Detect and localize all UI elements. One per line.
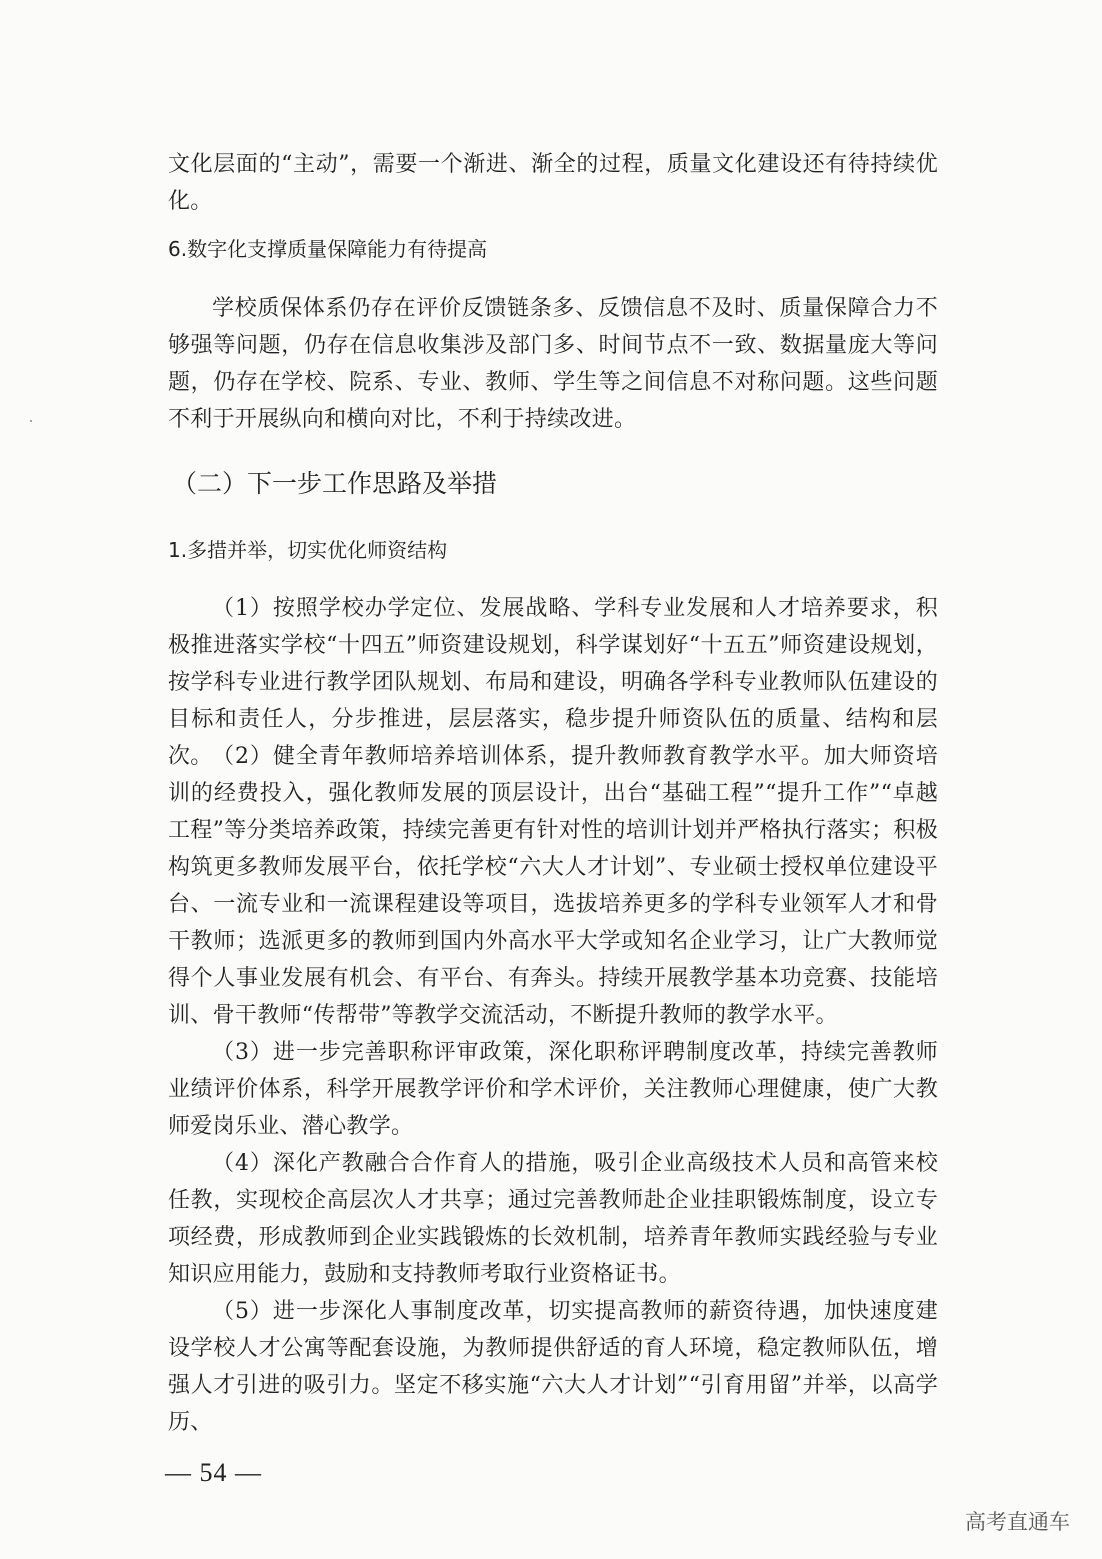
paragraph-text: （4）深化产教融合合作育人的措施，吸引企业高级技术人员和高管来校任教，实现校企高层次人才共享；通过完善教师赴企业挂职锻炼制度，设立专项经费，形成教师到企业实践锻炼的长效机制，培养青年教师实践经验与专业知识应用能力，鼓励和支持教师考取行业资格证书。 [168, 1151, 938, 1287]
subheading-6: 6.数字化支撑质量保障能力有待提高 [168, 237, 488, 261]
page-number: — 54 — [165, 1458, 262, 1487]
paragraph-item-5 [168, 1293, 938, 1441]
paragraph-text: 文化层面的“主动”，需要一个渐进、渐全的过程，质量文化建设还有待持续优化。 [168, 152, 938, 214]
paragraph-text: （1）按照学校办学定位、发展战略、学科专业发展和人才培养要求，积极推进落实学校“十四五”师资建设规划，科学谋划好“十五五”师资建设规划，按学科专业进行教学团队规划、布局和建设，明确各学科专业教师队伍建设的目标和责任人，分步推进，层层落实，稳步提升师资队伍的质量、结构和层次。 [168, 596, 938, 769]
paragraph-item-4 [168, 1145, 938, 1293]
paragraph-text: （5）进一步深化人事制度改革，切实提高教师的薪资待遇，加快速度建设学校人才公寓等配套设施，为教师提供舒适的育人环境，稳定教师队伍，增强人才引进的吸引力。坚定不移实施“六大人才计划”“引育用留”并举，以高学历、 [168, 1299, 938, 1435]
paragraph-text: 学校质保体系仍存在评价反馈链条多、反馈信息不及时、质量保障合力不够强等问题，仍存在信息收集涉及部门多、时间节点不一致、数据量庞大等问题，仍存在学校、院系、专业、教师、学生等之间信息不对称问题。这些问题不利于开展纵向和横向对比，不利于持续改进。 [168, 296, 938, 432]
scan-speck [30, 420, 32, 422]
paragraph-text: （3）进一步完善职称评审政策，深化职称评聘制度改革，持续完善教师业绩评价体系，科学开展教学评价和学术评价，关注教师心理健康，使广大教师爱岗乐业、潜心教学。 [168, 1040, 938, 1139]
paragraph-item-2 [168, 738, 938, 1034]
section-heading-2: （二）下一步工作思路及举措 [172, 469, 498, 498]
paragraph-text: （2）健全青年教师培养培训体系，提升教师教育教学水平。加大师资培训的经费投入，强化教师发展的顶层设计，出台“基础工程”“提升工作”“卓越工程”等分类培养政策，持续完善更有针对性的培训计划并严格执行落实；积极构筑更多教师发展平台，依托学校“六大人才计划”、专业硕士授权单位建设平台、一流专业和一流课程建设等项目，选拔培养更多的学科专业领军人才和骨干教师；选派更多的教师到国内外高水平大学或知名企业学习，让广大教师觉得个人事业发展有机会、有平台、有奔头。持续开展教学基本功竞赛、技能培训、骨干教师“传帮带”等教学交流活动，不断提升教师的教学水平。 [168, 744, 938, 1028]
watermark: 高考直通车 [965, 1510, 1070, 1534]
paragraph-item-3 [168, 1034, 938, 1145]
subheading-1: 1.多措并举，切实优化师资结构 [168, 538, 448, 562]
paragraph-quality-assurance [168, 290, 938, 438]
paragraph-continuation [168, 146, 938, 220]
